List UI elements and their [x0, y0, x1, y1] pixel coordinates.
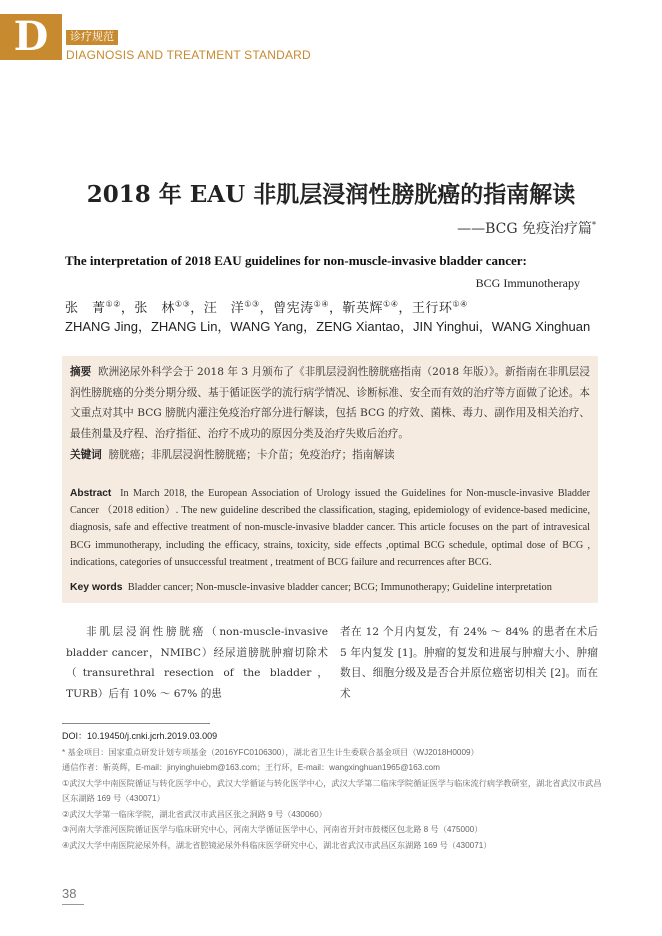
keywords-cn: [70, 445, 590, 466]
section-label-en: DIAGNOSIS AND TREATMENT STANDARD: [66, 48, 311, 62]
author-separator: ，: [190, 301, 204, 316]
author-affiliation: ①④: [313, 299, 329, 309]
doi-line: DOI：10.19450/j.cnki.jcrh.2019.03.009: [62, 731, 218, 741]
keywords-en-label: Key words: [70, 582, 123, 593]
author-affiliation: ①③: [244, 299, 260, 309]
author-affiliation: ①④: [383, 299, 399, 309]
english-title: The interpretation of 2018 EAU guidelines for non-muscle-invasive bladder cancer:: [65, 253, 527, 268]
authors-en: ZHANG Jing，ZHANG Lin，WANG Yang，ZENG Xiantao，JIN Yinghui，WANG Xinghuan: [65, 319, 591, 334]
english-subtitle: BCG Immunotherapy: [475, 276, 580, 290]
section-badge: D: [0, 14, 62, 60]
abstract-cn: [70, 362, 590, 444]
abstract-en: [70, 485, 590, 571]
author-separator: ，: [259, 301, 274, 316]
footnote-line: 通信作者：靳英辉，E-mail：jinyinghuiebm@163.com；王行环，E-mail：wangxinghuan1965@163.com: [62, 763, 440, 772]
footnote-line: * 基金项目：国家重点研发计划专项基金（2016YFC0106300），湖北省卫生计生委联合基金项目（WJ2018H0009）: [62, 747, 479, 757]
keywords-en-text: Bladder cancer; Non-muscle-invasive bladder cancer; BCG; Immunotherapy; Guideline interpretation: [127, 582, 552, 593]
abstract-en-label: Abstract: [70, 488, 112, 499]
footnote-line: ④武汉大学中南医院泌尿外科，湖北省腔镜泌尿外科临床医学研究中心，湖北省武汉市武昌区东湖路 169 号（430071）: [62, 840, 492, 850]
article-subtitle: [457, 218, 596, 238]
page-number: 38: [62, 886, 77, 901]
author-name: 汪 洋: [203, 301, 245, 316]
body-column-left: 非肌层浸润性膀胱癌（non-muscle-invasive bladder cancer，NMIBC）经尿道膀胱肿瘤切除术（transurethral resection of the bladder，TURB）后有 10% ～ 67% 的患: [66, 626, 328, 700]
author-affiliation: ①②: [105, 299, 121, 309]
abstract-en-text: In March 2018, the European Association of Urology issued the Guidelines for Non-muscle-invasive Bladder Cancer （2018 edition）. The new guideline described the classification, staging, epidemiology of evidence-based medicine, diagnosis, safe and effective treatment of non-muscle-invasive bladder cancer. This article focuses on the part of intravesical BCG immunotherapy, including the efficacy, strains, toxicity, side effects ,optimal BCG schedule, optimal dose of BCG , indications, categories of unsuccessful treatment , treatment of BCG failure and recurrences after BCG.: [70, 488, 591, 568]
abstract-cn-label: 摘要: [70, 366, 92, 378]
subtitle-text: ——BCG 免疫治疗篇: [457, 221, 592, 237]
subtitle-footnote-mark: *: [592, 220, 596, 230]
footnote-line: ①武汉大学中南医院循证与转化医学中心，武汉大学循证与转化医学中心，武汉大学第二临床学院循证医学与临床流行病学教研室，湖北省武汉市武昌区东湖路 169 号（430071）: [62, 778, 602, 803]
footnote-line: ③河南大学淮河医院循证医学与临床研究中心，河南大学循证医学中心，河南省开封市鼓楼区包北路 8 号（475000）: [62, 825, 483, 834]
author-affiliation: ①③: [174, 299, 191, 309]
footnotes: [62, 729, 602, 853]
author-name: 靳英辉: [342, 301, 384, 316]
authors-cn: [65, 297, 468, 316]
author-name: 王行环: [411, 301, 453, 316]
author-separator: ，: [328, 301, 343, 316]
author-name: 张 林: [134, 301, 175, 316]
abstract-cn-text: 欧洲泌尿外科学会于 2018 年 3 月颁布了《非肌层浸润性膀胱癌指南（2018 年版）》。新指南在非肌层浸润性膀胱癌的分类分期分级、基于循证医学的流行病学情况、诊断标准、安全而有效的治疗等方面做了论述。本文重点对其中 BCG 膀胱内灌注免疫治疗部分进行解读，包括 BCG 的疗效、菌株、毒力、副作用及相关治疗、最佳剂量及疗程、治疗指征、治疗不成功的原因分类及治疗失败后治疗。: [70, 366, 590, 440]
section-label-cn: 诊疗规范: [66, 30, 118, 45]
keywords-en: [70, 578, 590, 599]
author-name: 张 菁: [65, 301, 106, 316]
article-title: 2018 年 EAU 非肌层浸润性膀胱癌的指南解读: [86, 181, 576, 208]
author-name: 曾宪涛: [273, 301, 314, 316]
footnote-rule: [62, 723, 210, 724]
body-column-right: 者在 12 个月内复发，有 24% ～ 84% 的患者在术后 5 年内复发 [1]。肿瘤的复发和进展与肿瘤大小、肿瘤数目、细胞分级及是否合并原位癌密切相关 [2]。而在术: [340, 626, 598, 700]
keywords-cn-label: 关键词: [70, 449, 102, 461]
footnote-line: ②武汉大学第一临床学院，湖北省武汉市武昌区张之洞路 9 号（430060）: [62, 809, 327, 819]
author-separator: ，: [398, 301, 412, 316]
author-separator: ，: [120, 301, 135, 316]
author-affiliation: ①④: [452, 299, 468, 309]
page-number-rule: [62, 904, 84, 905]
keywords-cn-text: 膀胱癌；非肌层浸润性膀胱癌；卡介苗；免疫治疗；指南解读: [108, 449, 395, 461]
